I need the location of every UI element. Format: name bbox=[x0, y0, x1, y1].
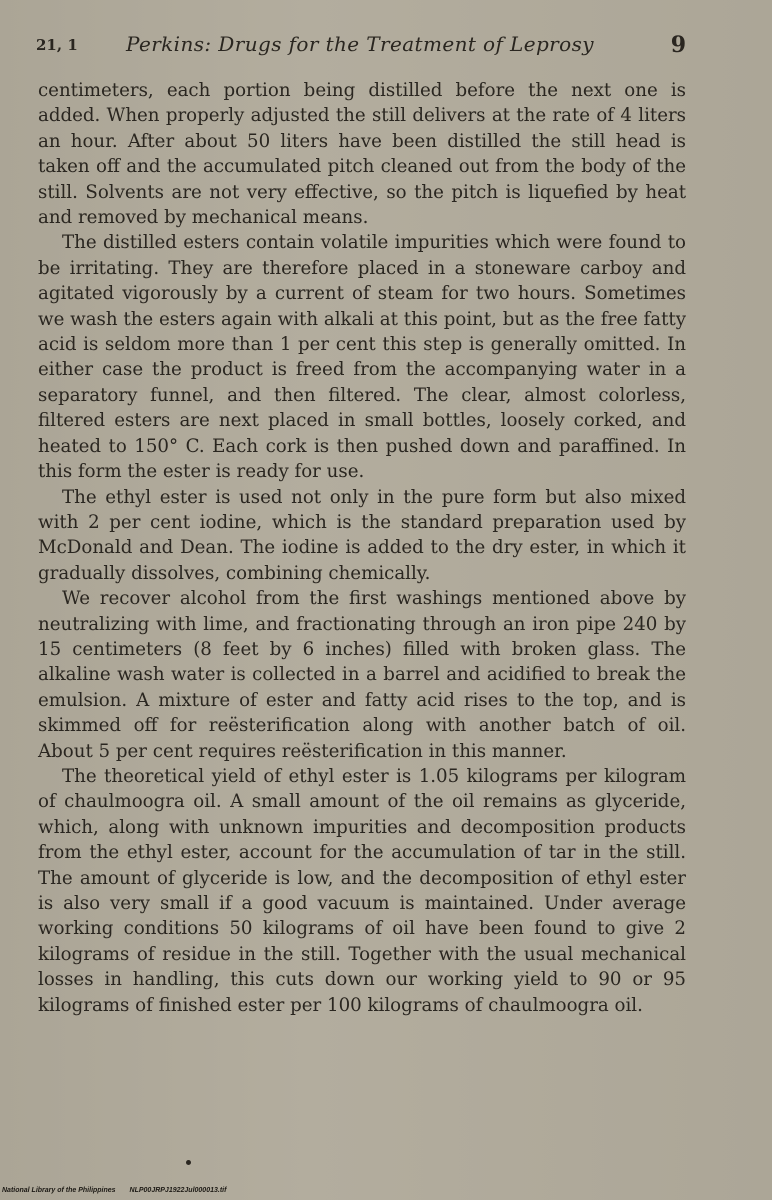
scan-footer bbox=[2, 1187, 226, 1194]
paragraph: We recover alcohol from the first washings mentioned above by neutralizing with lime, and fractionating through an iron pipe 240 by 15 centimeters (8 feet by 6 inches) filled with broken glass. The alkaline wash water is collected in a barrel and acidified to break the emulsion. A mixture of ester and fatty acid rises to the top, and is skimmed off for reësterification along with another batch of oil. About 5 per cent requires reësterification in this manner. bbox=[38, 588, 686, 762]
ink-speck bbox=[186, 1160, 191, 1165]
page-number: 9 bbox=[670, 32, 686, 58]
paragraph: The distilled esters contain volatile impurities which were found to be irritating. They are therefore placed in a stoneware carboy and agitated vigorously by a current of steam for two hours. Sometimes we wash the esters again with alkali at this point, but as the free fatty acid is seldom more than 1 per cent this step is generally omitted. In either case the product is freed from the accompanying water in a separatory funnel, and then filtered. The clear, almost colorless, filtered esters are next placed in small bottles, loosely corked, and heated to 150° C. Each cork is then pushed down and paraffined. In this form the ester is ready for use. bbox=[38, 232, 686, 483]
file-id: NLP00JRPJ1922Jul000013.tif bbox=[129, 1187, 227, 1194]
body-text bbox=[38, 78, 686, 1018]
running-title: Perkins: Drugs for the Treatment of Leprosy bbox=[126, 32, 594, 56]
library-credit: National Library of the Philippines bbox=[2, 1187, 116, 1194]
paragraph: The ethyl ester is used not only in the pure form but also mixed with 2 per cent iodine, which is the standard preparation used by McDonald and Dean. The iodine is added to the dry ester, in which it gradually dissolves, combining chemically. bbox=[38, 486, 686, 584]
paragraph: The theoretical yield of ethyl ester is 1.05 kilograms per kilogram of chaulmoogra oil. A small amount of the oil remains as glyceride, which, along with unknown impurities and decomposition products from the ethyl ester, account for the accumulation of tar in the still. The amount of glyceride is low, and the decomposition of ethyl ester is also very small if a good vacuum is maintained. Under average working conditions 50 kilograms of oil have been found to give 2 kilograms of residue in the still. Together with the usual mechanical losses in handling, this cuts down our working yield to 90 or 95 kilograms of finished ester per 100 kilograms of chaulmoogra oil. bbox=[38, 765, 686, 1016]
running-header bbox=[36, 30, 686, 64]
section-number: 21, 1 bbox=[36, 36, 78, 54]
paragraph: centimeters, each portion being distilled before the next one is added. When properly adjusted the still delivers at the rate of 4 liters an hour. After about 50 liters have been distilled the still head is taken off and the accumulated pitch cleaned out from the body of the still. Solvents are not very effective, so the pitch is liquefied by heat and removed by mechanical means. bbox=[38, 80, 686, 229]
